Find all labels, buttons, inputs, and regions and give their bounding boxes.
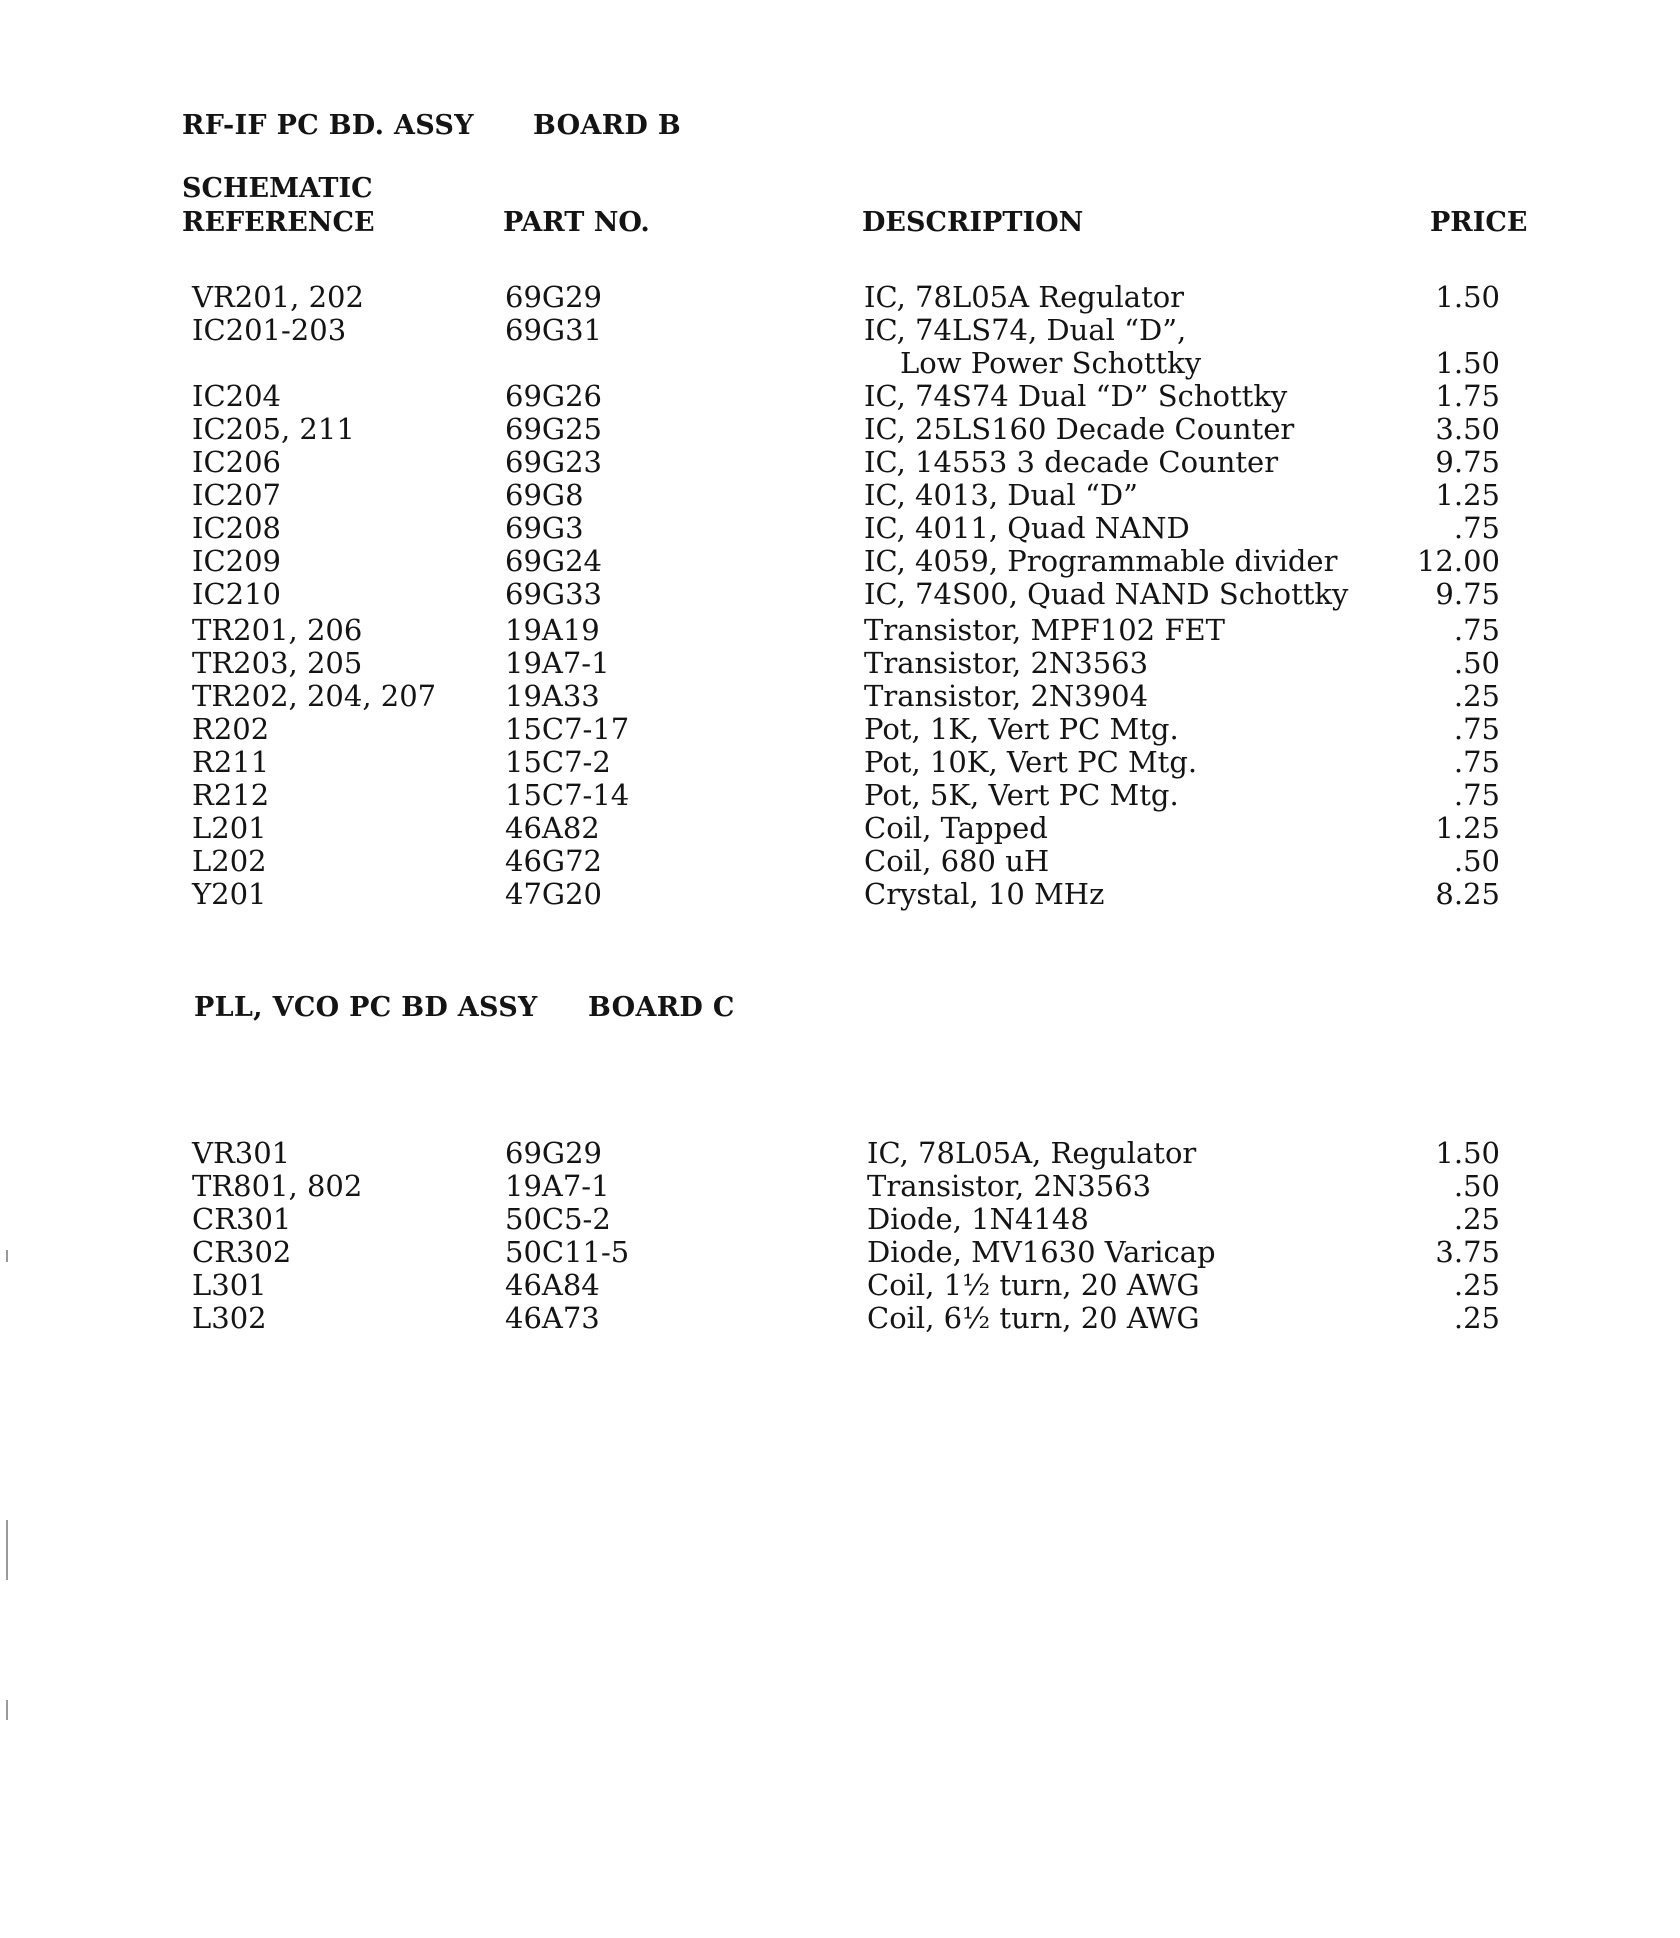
table-row <box>0 812 1680 845</box>
row-ref: TR801, 802 <box>192 1169 363 1203</box>
row-part-no: 69G29 <box>505 280 602 314</box>
row-part-no: 69G8 <box>505 478 584 512</box>
row-description: Transistor, 2N3904 <box>864 679 1149 713</box>
row-description: Transistor, 2N3563 <box>864 646 1149 680</box>
board-c-label: BOARD C <box>588 992 735 1023</box>
row-part-no: 69G24 <box>505 544 602 578</box>
row-ref: CR302 <box>192 1235 292 1269</box>
table-row <box>0 512 1680 545</box>
table-row <box>0 647 1680 680</box>
col-header-ref-line1: SCHEMATIC <box>182 173 373 204</box>
row-price: .25 <box>1453 679 1500 713</box>
row-description: Coil, 6½ turn, 20 AWG <box>867 1301 1200 1335</box>
table-row <box>0 845 1680 878</box>
row-price: 9.75 <box>1435 445 1500 479</box>
table-row <box>0 413 1680 446</box>
row-price: 8.25 <box>1435 877 1500 911</box>
row-price: 1.25 <box>1435 478 1500 512</box>
row-description: Transistor, 2N3563 <box>867 1169 1152 1203</box>
row-price: .75 <box>1453 511 1500 545</box>
row-part-no: 46A82 <box>505 811 600 845</box>
row-price: .75 <box>1453 778 1500 812</box>
row-ref: TR201, 206 <box>192 613 363 647</box>
table-row <box>0 545 1680 578</box>
table-row <box>0 1302 1680 1335</box>
row-part-no: 19A33 <box>505 679 600 713</box>
row-description: IC, 74S00, Quad NAND Schottky <box>864 577 1349 611</box>
row-part-no: 69G33 <box>505 577 602 611</box>
row-price: .25 <box>1453 1202 1500 1236</box>
row-ref: IC206 <box>192 445 281 479</box>
row-description: Crystal, 10 MHz <box>864 877 1105 911</box>
row-description: IC, 74S74 Dual “D” Schottky <box>864 379 1288 413</box>
row-ref: R211 <box>192 745 270 779</box>
col-header-part: PART NO. <box>503 207 650 238</box>
row-part-no: 19A7-1 <box>505 1169 610 1203</box>
row-price: 1.50 <box>1435 280 1500 314</box>
row-part-no: 50C11-5 <box>505 1235 630 1269</box>
row-part-no: 15C7-2 <box>505 745 611 779</box>
row-ref: VR301 <box>192 1136 291 1170</box>
row-description <box>864 314 1201 380</box>
row-part-no: 19A19 <box>505 613 600 647</box>
board-b-label: BOARD B <box>533 110 681 141</box>
row-part-no: 47G20 <box>505 877 602 911</box>
table-row <box>0 1269 1680 1302</box>
table-row <box>0 446 1680 479</box>
row-ref: L302 <box>192 1301 267 1335</box>
row-price: 1.50 <box>1435 346 1500 380</box>
col-header-description: DESCRIPTION <box>862 207 1084 238</box>
row-price: .75 <box>1453 712 1500 746</box>
row-part-no: 15C7-17 <box>505 712 630 746</box>
table-row <box>0 779 1680 812</box>
row-part-no: 46A84 <box>505 1268 600 1302</box>
row-ref: L202 <box>192 844 267 878</box>
row-description: IC, 14553 3 decade Counter <box>864 445 1279 479</box>
table-row <box>0 380 1680 413</box>
row-ref: TR203, 205 <box>192 646 363 680</box>
table-row <box>0 680 1680 713</box>
row-description: Transistor, MPF102 FET <box>864 613 1225 647</box>
row-part-no: 46G72 <box>505 844 602 878</box>
row-description: Pot, 1K, Vert PC Mtg. <box>864 712 1179 746</box>
row-description: IC, 25LS160 Decade Counter <box>864 412 1295 446</box>
row-part-no: 69G29 <box>505 1136 602 1170</box>
row-ref: TR202, 204, 207 <box>192 679 437 713</box>
row-price: 12.00 <box>1416 544 1500 578</box>
col-header-reference <box>182 172 375 240</box>
board-b-title: RF-IF PC BD. ASSY <box>182 110 474 141</box>
row-ref: IC208 <box>192 511 281 545</box>
row-description: Coil, 680 uH <box>864 844 1050 878</box>
row-part-no: 69G31 <box>505 313 602 347</box>
row-description: IC, 4059, Programmable divider <box>864 544 1338 578</box>
table-row <box>0 578 1680 614</box>
row-price: 1.75 <box>1435 379 1500 413</box>
row-description: Coil, 1½ turn, 20 AWG <box>867 1268 1200 1302</box>
row-price: .50 <box>1453 844 1500 878</box>
row-ref: IC207 <box>192 478 281 512</box>
row-price: .50 <box>1453 1169 1500 1203</box>
row-description-line1: IC, 74LS74, Dual “D”, <box>864 313 1187 347</box>
row-price: .75 <box>1453 613 1500 647</box>
row-ref: Y201 <box>192 877 267 911</box>
row-description: Pot, 10K, Vert PC Mtg. <box>864 745 1198 779</box>
row-price: 1.25 <box>1435 811 1500 845</box>
row-part-no: 69G3 <box>505 511 584 545</box>
row-part-no: 69G26 <box>505 379 602 413</box>
row-ref: IC210 <box>192 577 281 611</box>
table-row <box>0 1137 1680 1170</box>
row-part-no: 46A73 <box>505 1301 600 1335</box>
row-part-no: 19A7-1 <box>505 646 610 680</box>
row-ref: L201 <box>192 811 267 845</box>
table-row <box>0 479 1680 512</box>
row-ref: IC201-203 <box>192 313 347 347</box>
row-part-no: 50C5-2 <box>505 1202 611 1236</box>
row-part-no: 69G25 <box>505 412 602 446</box>
row-price: 3.50 <box>1435 412 1500 446</box>
table-row <box>0 1170 1680 1203</box>
row-description: IC, 78L05A, Regulator <box>867 1136 1197 1170</box>
board-c-table <box>0 1137 1680 1335</box>
row-price: .25 <box>1453 1301 1500 1335</box>
table-row <box>0 281 1680 314</box>
board-b-table <box>0 281 1680 911</box>
board-c-title: PLL, VCO PC BD ASSY <box>194 992 538 1023</box>
row-part-no: 69G23 <box>505 445 602 479</box>
row-price: .25 <box>1453 1268 1500 1302</box>
table-row <box>0 746 1680 779</box>
row-ref: R202 <box>192 712 270 746</box>
row-description: IC, 4013, Dual “D” <box>864 478 1138 512</box>
row-description: Diode, 1N4148 <box>867 1202 1089 1236</box>
row-price: 1.50 <box>1435 1136 1500 1170</box>
row-ref: IC205, 211 <box>192 412 355 446</box>
row-ref: CR301 <box>192 1202 292 1236</box>
table-row <box>0 713 1680 746</box>
row-description: Coil, Tapped <box>864 811 1048 845</box>
table-row <box>0 614 1680 647</box>
table-row <box>0 1203 1680 1236</box>
row-ref: VR201, 202 <box>192 280 364 314</box>
table-row <box>0 314 1680 380</box>
row-price: .75 <box>1453 745 1500 779</box>
row-ref: R212 <box>192 778 270 812</box>
row-ref: IC209 <box>192 544 281 578</box>
col-header-price: PRICE <box>1430 207 1528 238</box>
row-ref: IC204 <box>192 379 281 413</box>
col-header-ref-line2: REFERENCE <box>182 207 375 238</box>
row-description: IC, 78L05A Regulator <box>864 280 1185 314</box>
row-price: .50 <box>1453 646 1500 680</box>
row-description: Pot, 5K, Vert PC Mtg. <box>864 778 1179 812</box>
row-description: IC, 4011, Quad NAND <box>864 511 1190 545</box>
row-price: 9.75 <box>1435 577 1500 611</box>
row-part-no: 15C7-14 <box>505 778 630 812</box>
row-description-line2: Low Power Schottky <box>900 346 1202 380</box>
table-row <box>0 1236 1680 1269</box>
row-ref: L301 <box>192 1268 267 1302</box>
table-row <box>0 878 1680 911</box>
row-price: 3.75 <box>1435 1235 1500 1269</box>
row-description: Diode, MV1630 Varicap <box>867 1235 1216 1269</box>
